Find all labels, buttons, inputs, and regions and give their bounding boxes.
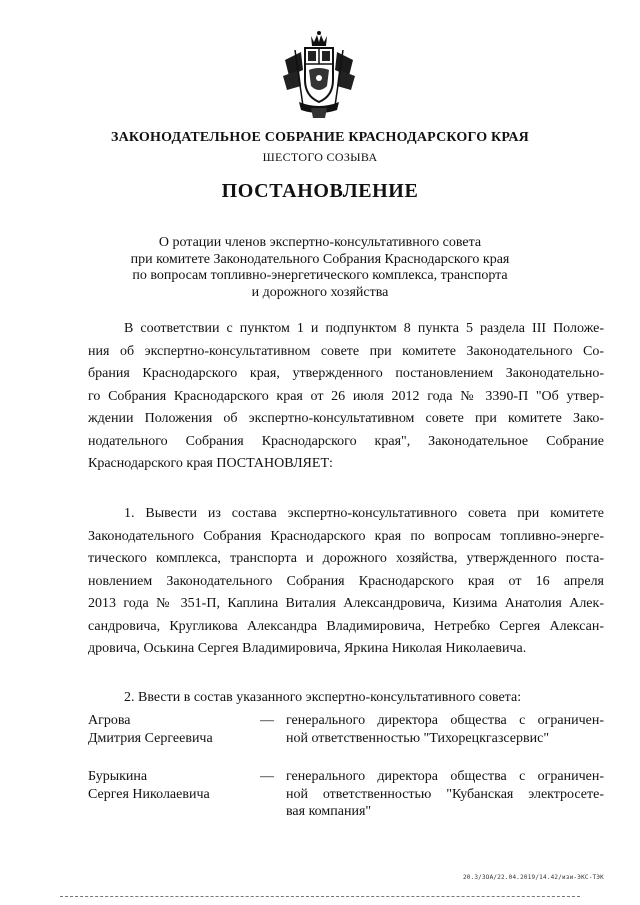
document-title: ПОСТАНОВЛЕНИЕ bbox=[221, 180, 419, 202]
preamble-line: Краснодарского края ПОСТАНОВЛЯЕТ: bbox=[88, 456, 333, 471]
item-1-line: тического комплекса, транспорта и дорожного хозяйства, утвержденного поста- bbox=[88, 551, 604, 566]
member-surname: Агрова bbox=[88, 713, 131, 728]
organization-name: ЗАКОНОДАТЕЛЬНОЕ СОБРАНИЕ КРАСНОДАРСКОГО КРАЯ bbox=[111, 130, 529, 145]
preamble-line: нодательного Собрания Краснодарского края", Законодательное Собрание bbox=[88, 433, 604, 449]
document-subject bbox=[120, 235, 520, 301]
item-1-line: Законодательного Собрания Краснодарского края по вопросам топливно-энерге- bbox=[88, 528, 604, 544]
member-entry bbox=[88, 712, 604, 752]
member-name bbox=[88, 712, 258, 747]
subject-line: по вопросам топливно-энергетического комплекса, транспорта bbox=[132, 268, 508, 283]
member-name bbox=[88, 768, 258, 803]
subject-line: О ротации членов экспертно-консультативного совета bbox=[158, 235, 482, 250]
member-dash: — bbox=[260, 713, 274, 728]
preamble-line: ния об экспертно-консультативном совете при комитете Законодательного Со- bbox=[88, 343, 604, 359]
item-1-line: новлением Законодательного Собрания Краснодарского края от 16 апреля bbox=[88, 573, 604, 589]
subject-line: при комитете Законодательного Собрания Краснодарского края bbox=[130, 251, 510, 267]
position-line: генерального директора общества с ограничен- bbox=[286, 713, 604, 728]
preamble-line: брания Краснодарского края, утвержденного постановлением Законодательно- bbox=[88, 366, 604, 381]
member-given-names: Сергея Николаевича bbox=[88, 786, 210, 802]
preamble-line: го Собрания Краснодарского края от 26 июля 2012 года № 3390-П "Об утвер- bbox=[88, 388, 604, 404]
item-2-intro bbox=[88, 687, 604, 710]
member-position bbox=[286, 712, 604, 747]
member-dash: — bbox=[260, 769, 274, 784]
subject-line: и дорожного хозяйства bbox=[251, 284, 389, 300]
preamble-paragraph bbox=[88, 318, 604, 476]
preamble-line: ждении Положения об экспертно-консультативном совете при комитете Зако- bbox=[88, 411, 604, 426]
item-1-paragraph bbox=[88, 503, 604, 661]
item-1-line: 1. Вывести из состава экспертно-консультативного совета при комитете bbox=[124, 506, 604, 521]
coat-of-arms-icon bbox=[281, 30, 357, 120]
member-entry bbox=[88, 768, 604, 828]
item-1-line: 2013 года № 351-П, Каплина Виталия Александровича, Кизима Анатолия Алек- bbox=[88, 596, 604, 611]
preamble-line: В соответствии с пунктом 1 и подпунктом 8 пункта 5 раздела III Положе- bbox=[124, 321, 604, 336]
position-line: вая компания" bbox=[286, 804, 372, 819]
item-1-line: сандровича, Кругликова Александра Владимировича, Нетребко Сергея Алексан- bbox=[88, 618, 604, 634]
convocation-label: ШЕСТОГО СОЗЫВА bbox=[262, 150, 378, 164]
footer-divider bbox=[60, 896, 580, 898]
registration-stamp: 20.3/3ОА/22.04.2019/14.42/изи-ЭКС-ТЭК bbox=[462, 874, 604, 881]
position-line: ной ответственностью "Тихорецкгазсервис" bbox=[286, 730, 550, 746]
member-surname: Бурыкина bbox=[88, 769, 148, 784]
member-given-names: Дмитрия Сергеевича bbox=[88, 730, 213, 746]
position-line: генерального директора общества с ограничен- bbox=[286, 769, 604, 784]
item-2-line: 2. Ввести в состав указанного экспертно-консультативного совета: bbox=[124, 690, 522, 705]
position-line: ной ответственностью "Кубанская электросете- bbox=[286, 786, 604, 802]
member-position bbox=[286, 768, 604, 821]
item-1-line: дровича, Оськина Сергея Владимировича, Яркина Николая Николаевича. bbox=[88, 641, 527, 656]
